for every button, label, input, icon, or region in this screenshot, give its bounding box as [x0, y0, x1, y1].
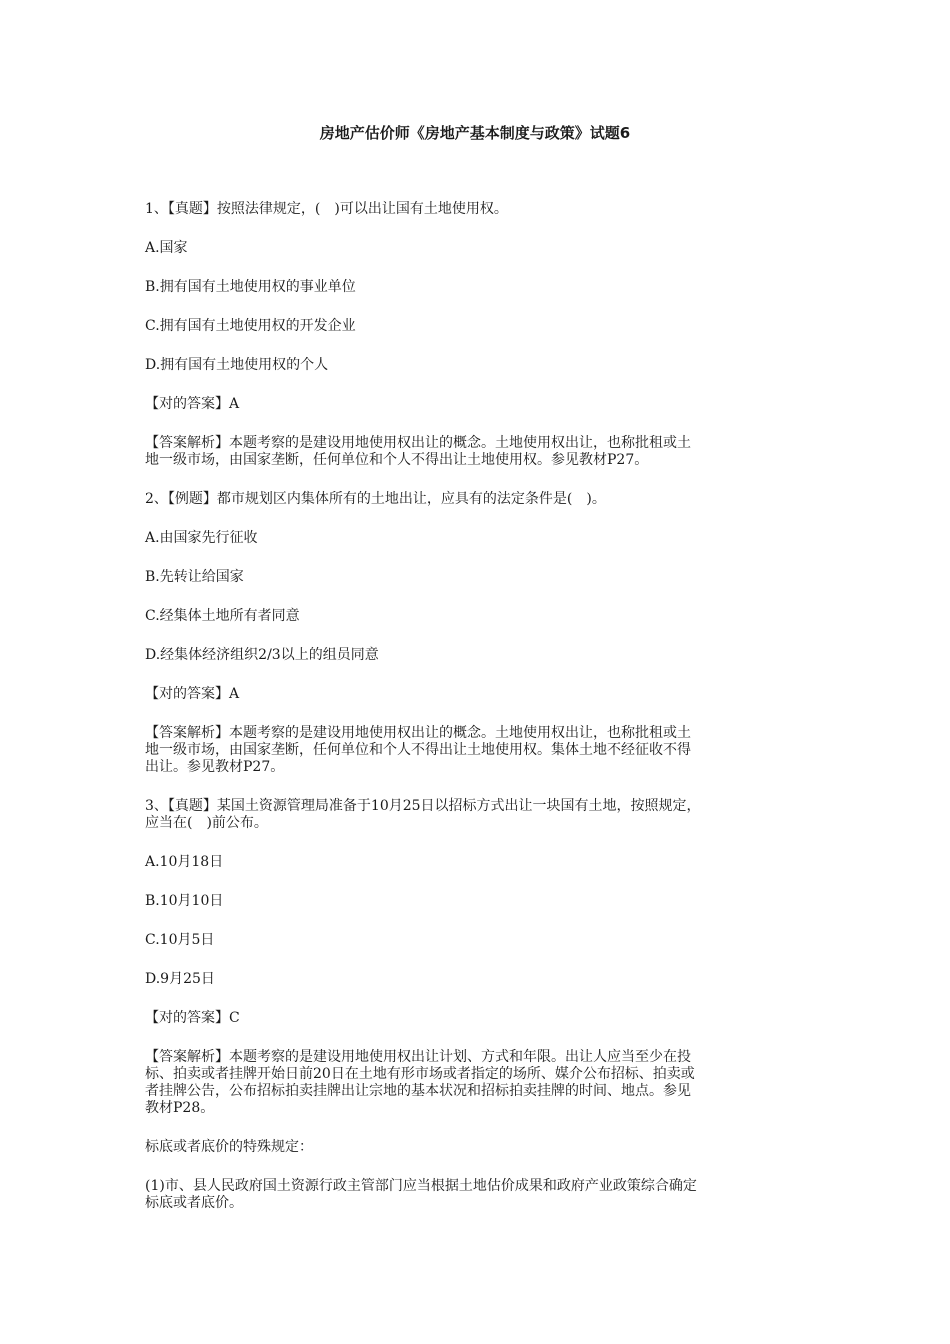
paragraph: 标底或者底价的特殊规定： — [145, 1139, 313, 1155]
paragraph: 【答案解析】本题考察的是建设用地使用权出让的概念。土地使用权出让，也称批租或土 地一级市场，由国家垄断，任何单位和个人不得出让土地使用权。参见教材P27。 — [145, 435, 691, 468]
paragraph: 【对的答案】C — [145, 1010, 240, 1026]
paragraph: B.先转让给国家 — [145, 569, 244, 585]
paragraph: C.拥有国有土地使用权的开发企业 — [145, 318, 356, 334]
paragraph: 1、【真题】按照法律规定，( )可以出让国有土地使用权。 — [145, 201, 508, 217]
paragraph: B.拥有国有土地使用权的事业单位 — [145, 279, 356, 295]
paragraph: D.拥有国有土地使用权的个人 — [145, 357, 329, 373]
paragraph: C.10月5日 — [145, 932, 215, 948]
paragraph: 【对的答案】A — [145, 686, 240, 702]
paragraph: 3、【真题】某国土资源管理局准备于10月25日以招标方式出让一块国有土地，按照规定， 应当在( )前公布。 — [145, 798, 701, 831]
paragraph: A.国家 — [145, 240, 188, 256]
paragraph: B.10月10日 — [145, 893, 224, 909]
paragraph: 【答案解析】本题考察的是建设用地使用权出让计划、方式和年限。出让人应当至少在投 标、拍卖或者挂牌开始日前20日在土地有形市场或者指定的场所、媒介公布招标、拍卖或 者挂牌公告，公布招标拍卖挂牌出让宗地的基本状况和招标拍卖挂牌的时间、地点。参见 教材P28。 — [145, 1049, 695, 1116]
paragraph: A.由国家先行征收 — [145, 530, 258, 546]
paragraph: D.经集体经济组织2/3以上的组员同意 — [145, 647, 379, 663]
paragraph: 【对的答案】A — [145, 396, 240, 412]
paragraph: A.10月18日 — [145, 854, 224, 870]
paragraph: D.9月25日 — [145, 971, 215, 987]
document-body — [145, 201, 815, 1234]
paragraph: (1)市、县人民政府国土资源行政主管部门应当根据土地估价成果和政府产业政策综合确定 标底或者底价。 — [145, 1178, 697, 1211]
paragraph: 2、【例题】都市规划区内集体所有的土地出让，应具有的法定条件是( )。 — [145, 491, 606, 507]
paragraph: 【答案解析】本题考察的是建设用地使用权出让的概念。土地使用权出让，也称批租或土 地一级市场，由国家垄断，任何单位和个人不得出让土地使用权。集体土地不经征收不得 出让。参见教材P27。 — [145, 725, 691, 775]
document-title: 房地产估价师《房地产基本制度与政策》试题6 — [319, 124, 631, 142]
paragraph: C.经集体土地所有者同意 — [145, 608, 300, 624]
